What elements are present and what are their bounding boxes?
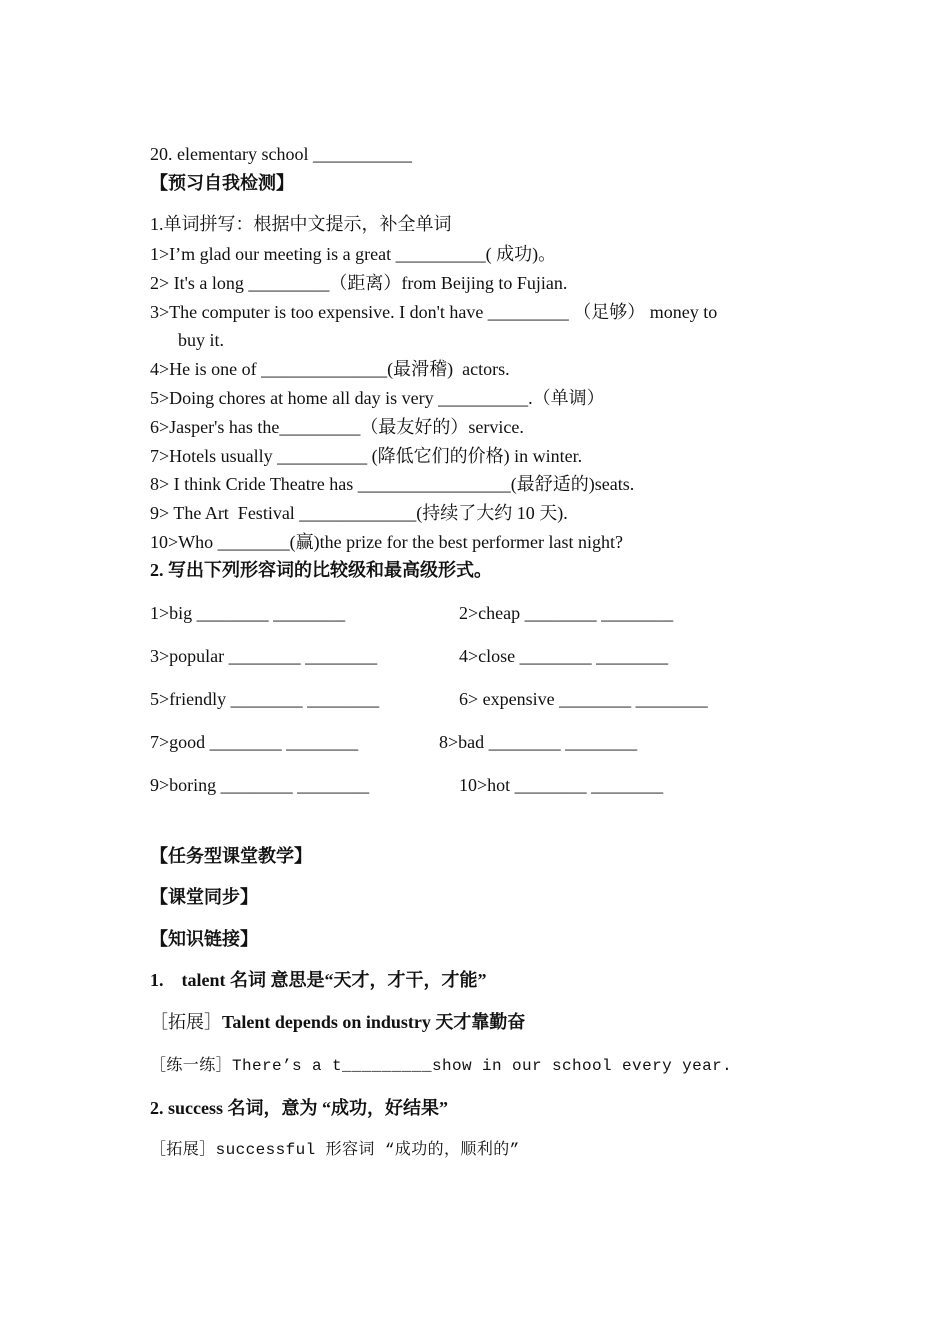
vocab-item-20: 20. elementary school ___________ — [150, 144, 412, 164]
question-7: 7>Hotels usually __________ (降低它们的价格) in winter. — [150, 446, 583, 466]
part1-title: 1.单词拼写：根据中文提示，补全单词 — [150, 214, 452, 234]
part2-title: 2. 写出下列形容词的比较级和最高级形式。 — [150, 560, 492, 580]
question-8: 8> I think Cride Theatre has _________________(最舒适的)seats. — [150, 474, 635, 494]
task-teaching-heading: 【任务型课堂教学】 — [150, 846, 312, 866]
note-2-title: 2. success 名词，意为 “成功，好结果” — [150, 1098, 448, 1118]
adjective-item: 5>friendly ________ ________ — [150, 689, 380, 709]
expand-text: Talent depends on industry 天才靠勤奋 — [222, 1012, 526, 1032]
adjective-item: 9>boring ________ ________ — [150, 775, 370, 795]
note-1-expand — [150, 1010, 525, 1034]
preview-heading: 【预习自我检测】 — [150, 173, 294, 193]
question-4: 4>He is one of ______________(最滑稽) actors. — [150, 359, 510, 379]
expand-tag: ［拓展］ — [150, 1012, 222, 1032]
class-sync-heading: 【课堂同步】 — [150, 887, 258, 907]
adjective-item: 10>hot ________ ________ — [459, 775, 664, 795]
adjective-item: 6> expensive ________ ________ — [459, 689, 708, 709]
adjective-item: 8>bad ________ ________ — [439, 732, 638, 752]
adjective-item: 2>cheap ________ ________ — [459, 603, 674, 623]
question-5: 5>Doing chores at home all day is very __________.（单调） — [150, 388, 605, 408]
note-1-title: 1. talent 名词 意思是“天才，才干，才能” — [150, 970, 487, 990]
adjective-item: 4>close ________ ________ — [459, 646, 669, 666]
question-1: 1>I’m glad our meeting is a great __________( 成功)。 — [150, 244, 557, 264]
question-9: 9> The Art Festival _____________(持续了大约 10 天). — [150, 503, 568, 523]
adjective-item: 3>popular ________ ________ — [150, 646, 378, 666]
question-3-continued: buy it. — [178, 330, 225, 350]
adjective-item: 7>good ________ ________ — [150, 732, 359, 752]
question-10: 10>Who ________(赢)the prize for the best performer last night? — [150, 532, 624, 552]
question-6: 6>Jasper's has the_________（最友好的）service. — [150, 417, 524, 437]
question-3: 3>The computer is too expensive. I don't have _________ （足够） money to — [150, 302, 718, 322]
question-2: 2> It's a long _________（距离）from Beijing to Fujian. — [150, 273, 568, 293]
note-1-practice: ［练一练］There’s a t_________show in our school every year. — [150, 1057, 733, 1075]
note-2-expand: ［拓展］successful 形容词 “成功的，顺利的” — [150, 1141, 520, 1159]
knowledge-link-heading: 【知识链接】 — [150, 929, 258, 949]
adjective-item: 1>big ________ ________ — [150, 603, 346, 623]
